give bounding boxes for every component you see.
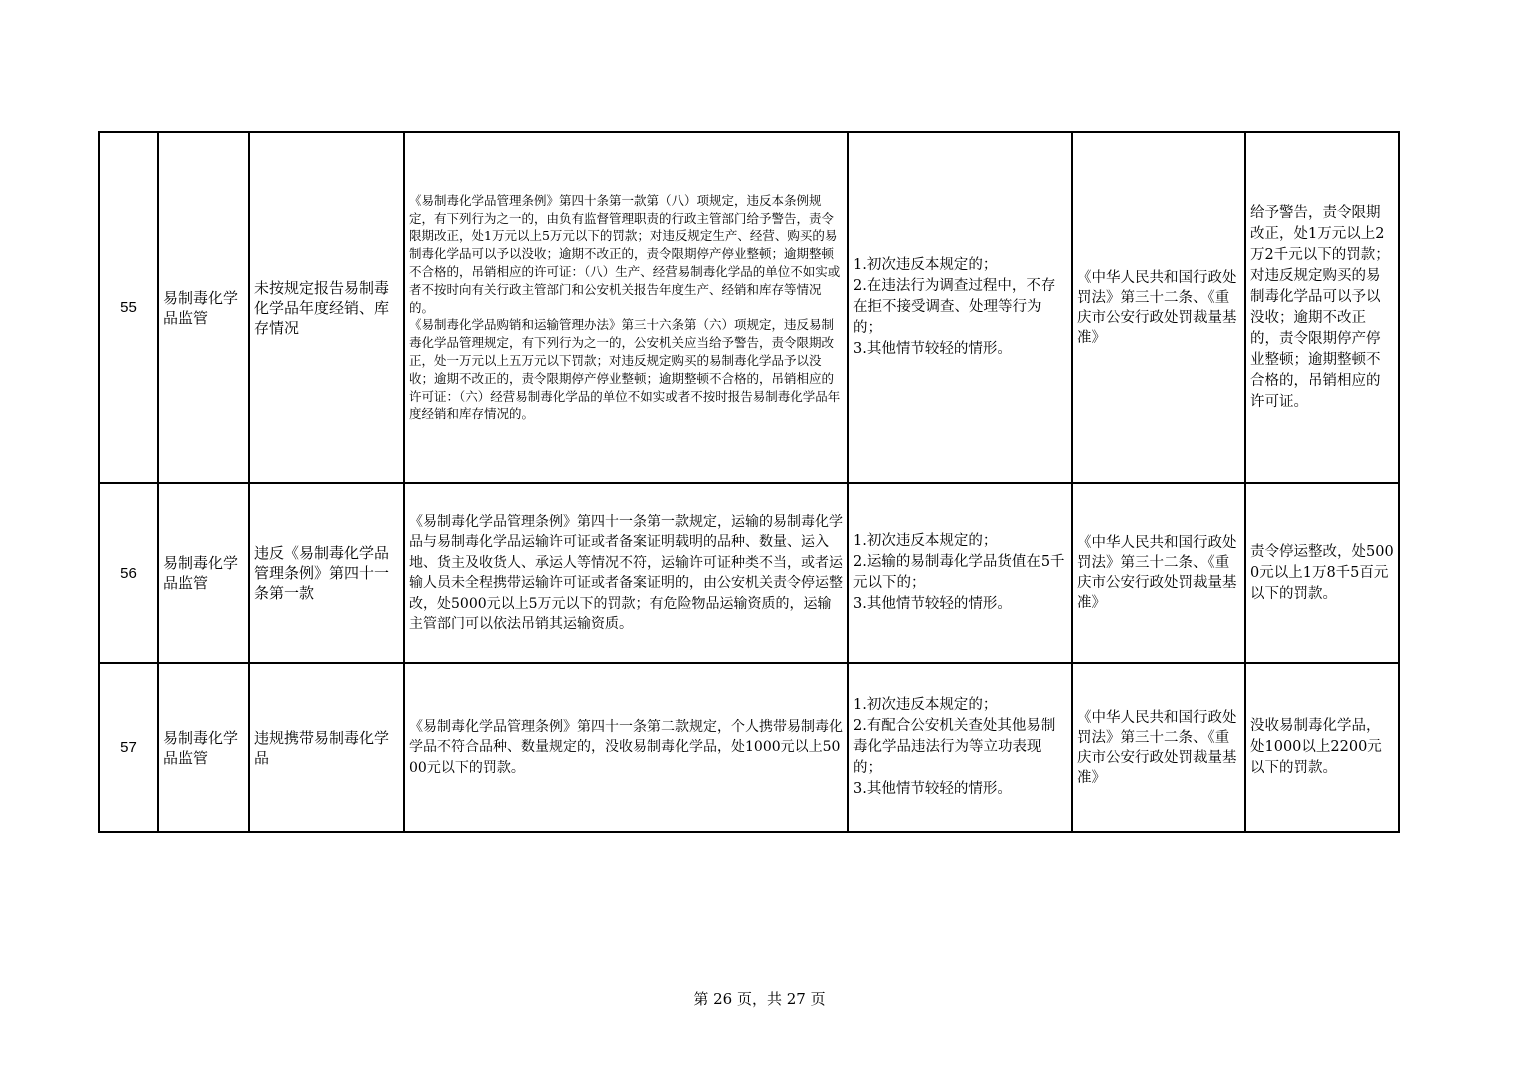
page-footer: 第 26 页，共 27 页 xyxy=(693,990,826,1008)
violation-item-cell: 未按规定报告易制毒化学品年度经销、库存情况 xyxy=(249,132,404,483)
circumstances-cell: 1.初次违反本规定的； 2.有配合公安机关查处其他易制毒化学品违法行为等立功表现的； 3.其他情节较轻的情形。 xyxy=(848,663,1072,832)
circumstances-cell: 1.初次违反本规定的； 2.运输的易制毒化学品货值在5千元以下的； 3.其他情节较轻的情形。 xyxy=(848,483,1072,663)
penalty-cell: 责令停运整改，处5000元以上1万8千5百元以下的罚款。 xyxy=(1245,483,1399,663)
law-reference-cell: 《中华人民共和国行政处罚法》第三十二条、《重庆市公安行政处罚裁量基准》 xyxy=(1072,483,1245,663)
law-reference-cell: 《中华人民共和国行政处罚法》第三十二条、《重庆市公安行政处罚裁量基准》 xyxy=(1072,663,1245,832)
penalty-cell: 给予警告，责令限期改正，处1万元以上2万2千元以下的罚款；对违反规定购买的易制毒化学品可以予以没收；逾期不改正的，责令限期停产停业整顿；逾期整顿不合格的，吊销相应的许可证。 xyxy=(1245,132,1399,483)
law-reference-cell: 《中华人民共和国行政处罚法》第三十二条、《重庆市公安行政处罚裁量基准》 xyxy=(1072,132,1245,483)
category-cell: 易制毒化学品监管 xyxy=(158,663,249,832)
table-row xyxy=(99,483,1399,663)
row-number: 56 xyxy=(99,483,158,663)
table-row xyxy=(99,663,1399,832)
violation-item-cell: 违规携带易制毒化学品 xyxy=(249,663,404,832)
category-cell: 易制毒化学品监管 xyxy=(158,483,249,663)
penalty-table xyxy=(98,131,1400,833)
circumstances-cell: 1.初次违反本规定的； 2.在违法行为调查过程中，不存在拒不接受调查、处理等行为的； 3.其他情节较轻的情形。 xyxy=(848,132,1072,483)
legal-basis-cell: 《易制毒化学品管理条例》第四十一条第二款规定，个人携带易制毒化学品不符合品种、数量规定的，没收易制毒化学品，处1000元以上5000元以下的罚款。 xyxy=(404,663,848,832)
row-number: 57 xyxy=(99,663,158,832)
legal-basis-cell: 《易制毒化学品管理条例》第四十条第一款第（八）项规定，违反本条例规定，有下列行为之一的，由负有监督管理职责的行政主管部门给予警告，责令限期改正，处1万元以上5万元以下的罚款；对违反规定生产、经营、购买的易制毒化学品可以予以没收；逾期不改正的，责令限期停产停业整顿；逾期整顿不合格的，吊销相应的许可证：（八）生产、经营易制毒化学品的单位不如实或者不按时向有关行政主管部门和公安机关报告年度生产、经销和库存等情况的。 《易制毒化学品购销和运输管理办法》第三十六条第（六）项规定，违反易制毒化学品管理规定，有下列行为之一的，公安机关应当给予警告，责令限期改正，处一万元以上五万元以下罚款；对违反规定购买的易制毒化学品予以没收；逾期不改正的，责令限期停产停业整顿；逾期整顿不合格的，吊销相应的许可证：（六）经营易制毒化学品的单位不如实或者不按时报告易制毒化学品年度经销和库存情况的。 xyxy=(404,132,848,483)
row-number: 55 xyxy=(99,132,158,483)
penalty-cell: 没收易制毒化学品，处1000以上2200元以下的罚款。 xyxy=(1245,663,1399,832)
legal-basis-cell: 《易制毒化学品管理条例》第四十一条第一款规定，运输的易制毒化学品与易制毒化学品运输许可证或者备案证明载明的品种、数量、运入地、货主及收货人、承运人等情况不符，运输许可证种类不当，或者运输人员未全程携带运输许可证或者备案证明的，由公安机关责令停运整改，处5000元以上5万元以下的罚款；有危险物品运输资质的，运输主管部门可以依法吊销其运输资质。 xyxy=(404,483,848,663)
violation-item-cell: 违反《易制毒化学品管理条例》第四十一条第一款 xyxy=(249,483,404,663)
table-row xyxy=(99,132,1399,483)
category-cell: 易制毒化学品监管 xyxy=(158,132,249,483)
